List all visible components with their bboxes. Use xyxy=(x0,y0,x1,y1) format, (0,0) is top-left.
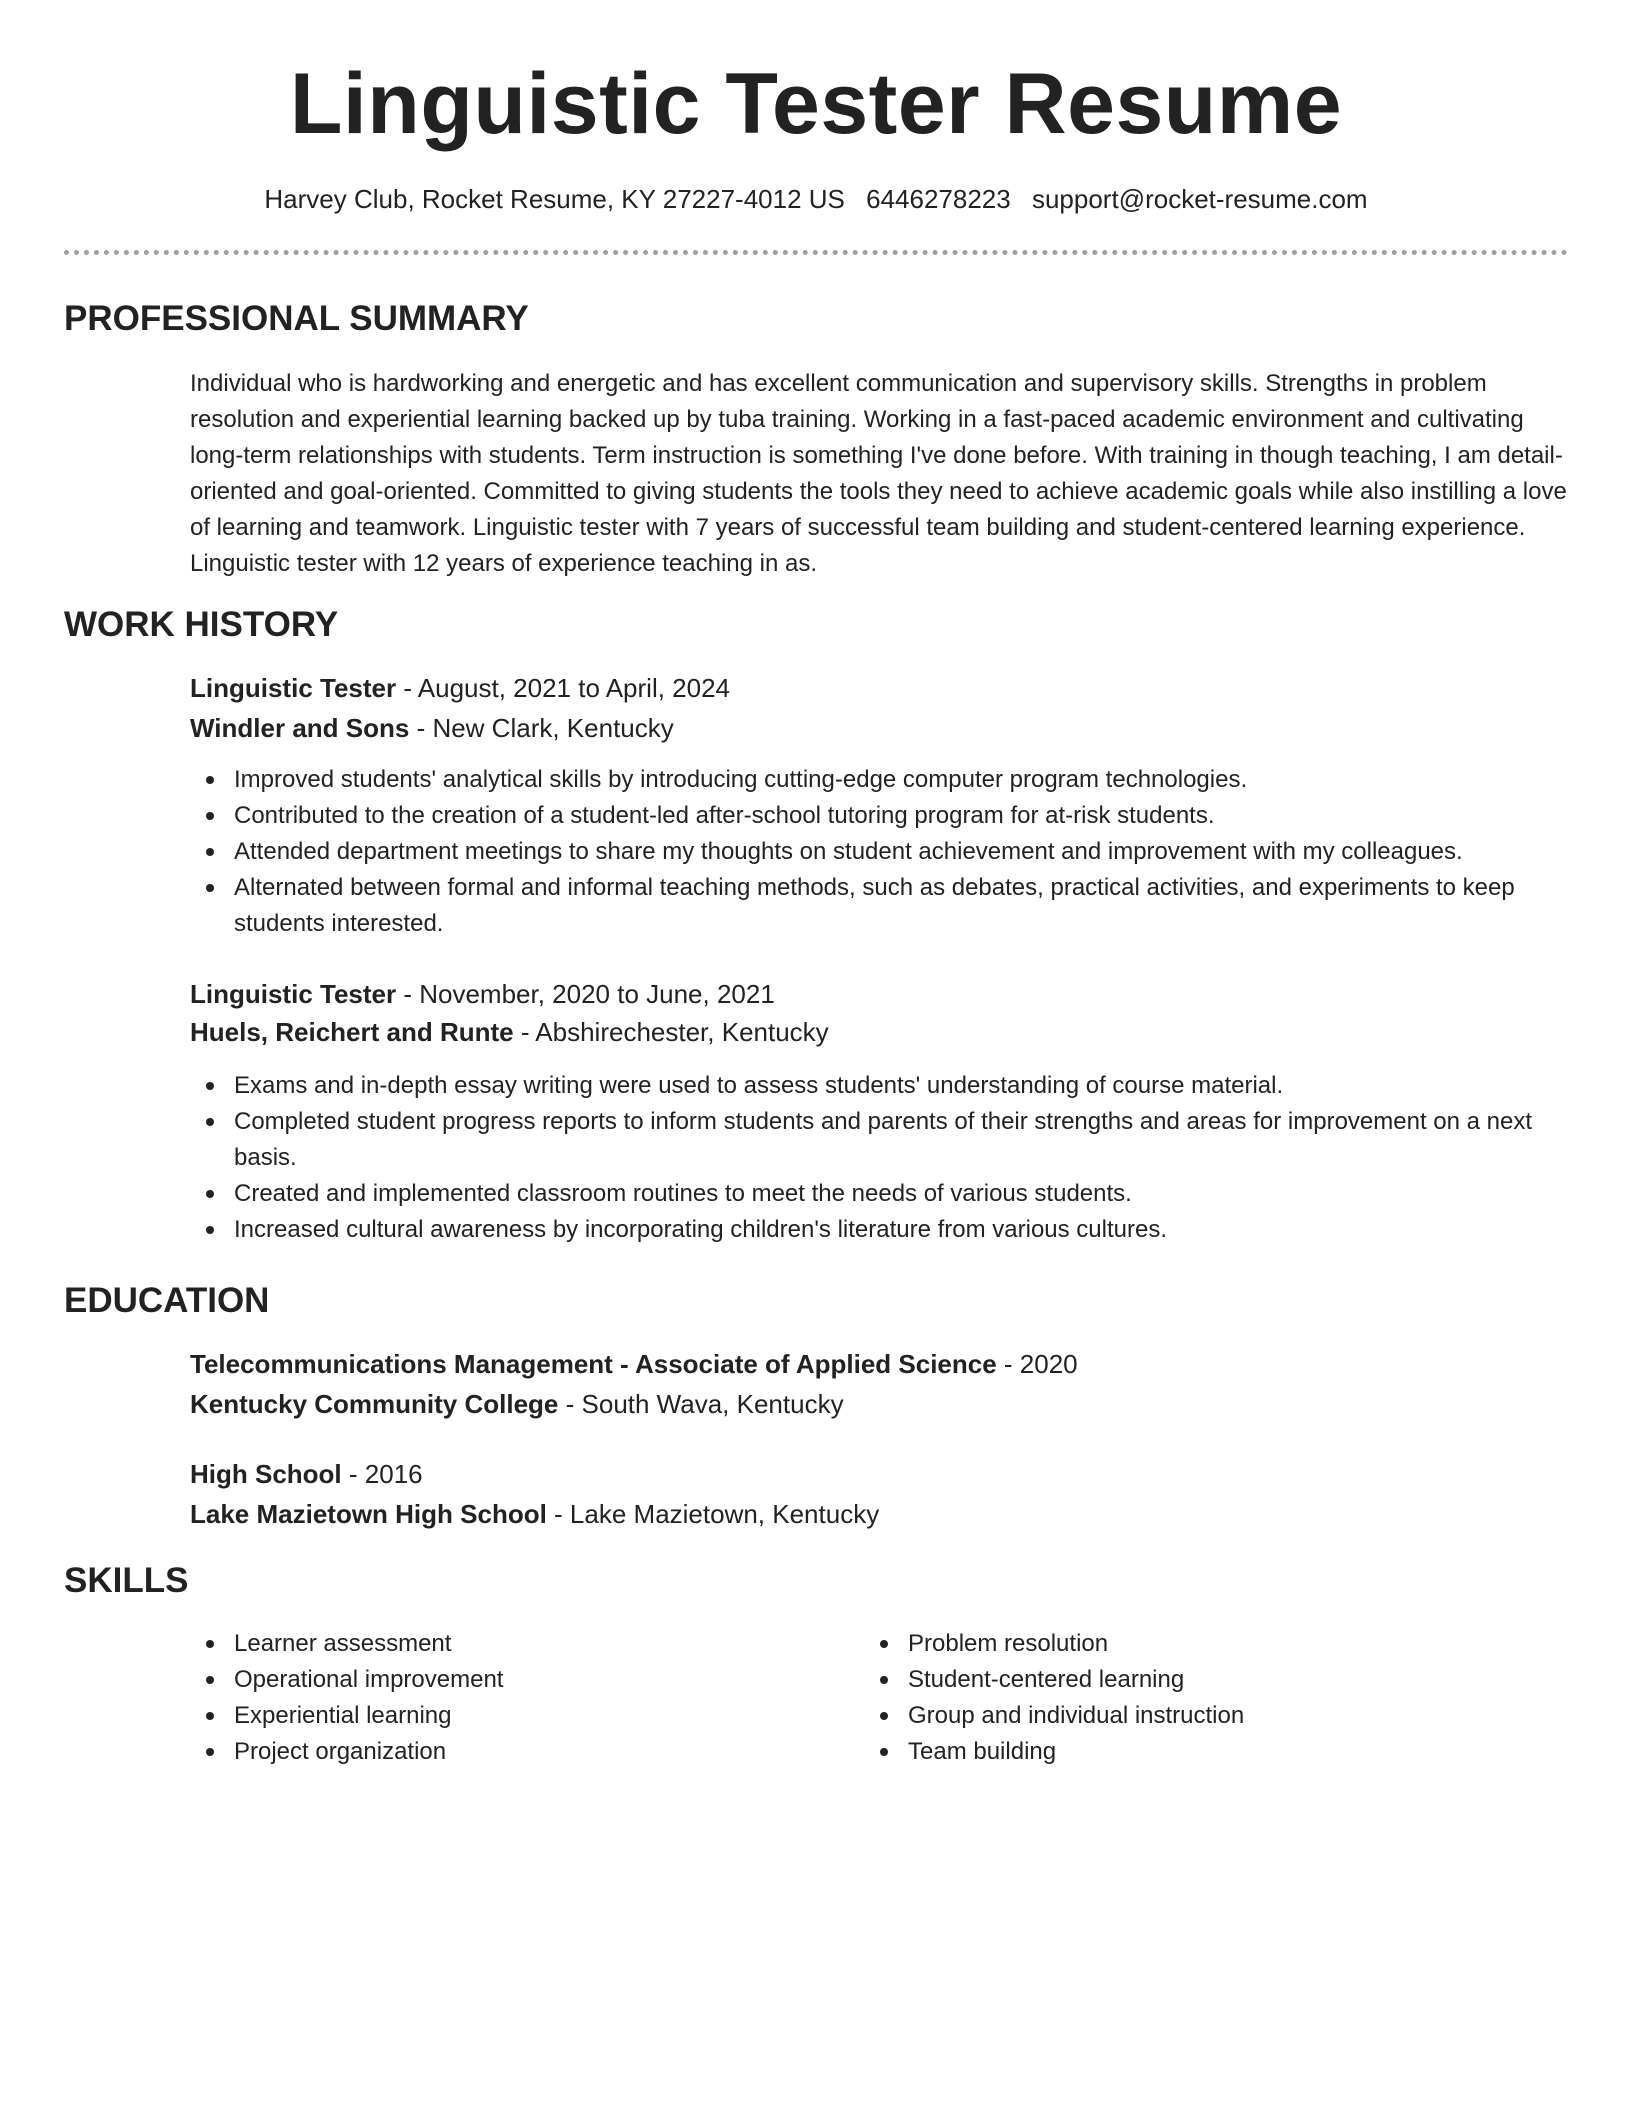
contact-email[interactable]: support@rocket-resume.com xyxy=(1031,184,1368,214)
summary-text: Individual who is hardworking and energetic and has excellent communication and supervisory skills. Strengths in problem resolution and experiential learning backed up by tuba training. Working in a fast-paced academic environment and cultivating long-term relationships with students. Term instruction is something I've done before. With training in though teaching, I am detail-oriented and goal-oriented. Committed to giving students the tools they need to achieve academic goals while also instilling a love of learning and teamwork. Linguistic tester with 7 years of successful team building and student-centered learning experience. Linguistic tester with 12 years of experience teaching in as. xyxy=(190,370,1567,577)
education-1-school: Kentucky Community College xyxy=(190,1389,559,1419)
skill-item: Operational improvement xyxy=(190,1662,1570,1698)
job-2-title: Linguistic Tester xyxy=(190,979,397,1009)
list-item: Exams and in-depth essay writing were used to assess students' understanding of course material. xyxy=(190,1068,1570,1104)
skill-item: Project organization xyxy=(190,1734,1570,1770)
skill-item: Problem resolution xyxy=(864,1626,1632,1662)
contact-address: Harvey Club, Rocket Resume, KY 27227-4012 US xyxy=(264,184,845,214)
education-2-school: Lake Mazietown High School xyxy=(190,1499,547,1529)
education-2-location: - Lake Mazietown, Kentucky xyxy=(546,1499,880,1529)
job-2-dates: - November, 2020 to June, 2021 xyxy=(396,979,775,1009)
section-heading-work-history: WORK HISTORY xyxy=(64,605,339,644)
education-2-degree: High School xyxy=(190,1459,342,1489)
skills-list-right xyxy=(864,1626,1632,1770)
job-1-location: - New Clark, Kentucky xyxy=(409,713,674,743)
education-1-degree-line xyxy=(190,1346,1078,1382)
job-1-company-line xyxy=(190,710,674,746)
education-2-degree-line xyxy=(190,1456,423,1492)
skill-item: Experiential learning xyxy=(190,1698,1570,1734)
job-1-title-line xyxy=(190,670,730,706)
contact-line xyxy=(0,182,1632,216)
list-item: Attended department meetings to share my thoughts on student achievement and improvement with my colleagues. xyxy=(190,834,1570,870)
list-item: Completed student progress reports to inform students and parents of their strengths and areas for improvement on a next basis. xyxy=(190,1104,1570,1176)
list-item: Created and implemented classroom routines to meet the needs of various students. xyxy=(190,1176,1570,1212)
list-item: Improved students' analytical skills by introducing cutting-edge computer program technologies. xyxy=(190,762,1570,798)
education-1-location: - South Wava, Kentucky xyxy=(558,1389,844,1419)
job-2-company: Huels, Reichert and Runte xyxy=(190,1017,514,1047)
education-2-year: - 2016 xyxy=(341,1459,423,1489)
education-1-year: - 2020 xyxy=(996,1349,1078,1379)
section-heading-skills: SKILLS xyxy=(64,1561,189,1600)
job-2-location: - Abshirechester, Kentucky xyxy=(513,1017,829,1047)
education-2-school-line xyxy=(190,1496,879,1532)
job-2-bullets xyxy=(190,1068,1570,1248)
job-1-company: Windler and Sons xyxy=(190,713,410,743)
section-heading-summary: PROFESSIONAL SUMMARY xyxy=(64,299,529,338)
education-1-degree: Telecommunications Management - Associate of Applied Science xyxy=(190,1349,997,1379)
list-item: Increased cultural awareness by incorporating children's literature from various cultures. xyxy=(190,1212,1570,1248)
skill-item: Student-centered learning xyxy=(864,1662,1632,1698)
education-1-school-line xyxy=(190,1386,844,1422)
job-1-bullets xyxy=(190,762,1570,942)
job-1-title: Linguistic Tester xyxy=(190,673,397,703)
skill-item: Learner assessment xyxy=(190,1626,1570,1662)
job-1-dates: - August, 2021 to April, 2024 xyxy=(396,673,731,703)
job-2-title-line xyxy=(190,976,775,1012)
job-2-company-line xyxy=(190,1014,829,1050)
section-heading-education: EDUCATION xyxy=(64,1281,270,1320)
skill-item: Team building xyxy=(864,1734,1632,1770)
list-item: Contributed to the creation of a student-led after-school tutoring program for at-risk students. xyxy=(190,798,1570,834)
list-item: Alternated between formal and informal teaching methods, such as debates, practical activities, and experiments to keep students interested. xyxy=(190,870,1570,942)
skill-item: Group and individual instruction xyxy=(864,1698,1632,1734)
header-divider xyxy=(64,250,1568,255)
contact-phone: 6446278223 xyxy=(866,184,1011,214)
page-title: Linguistic Tester Resume xyxy=(289,56,1343,152)
